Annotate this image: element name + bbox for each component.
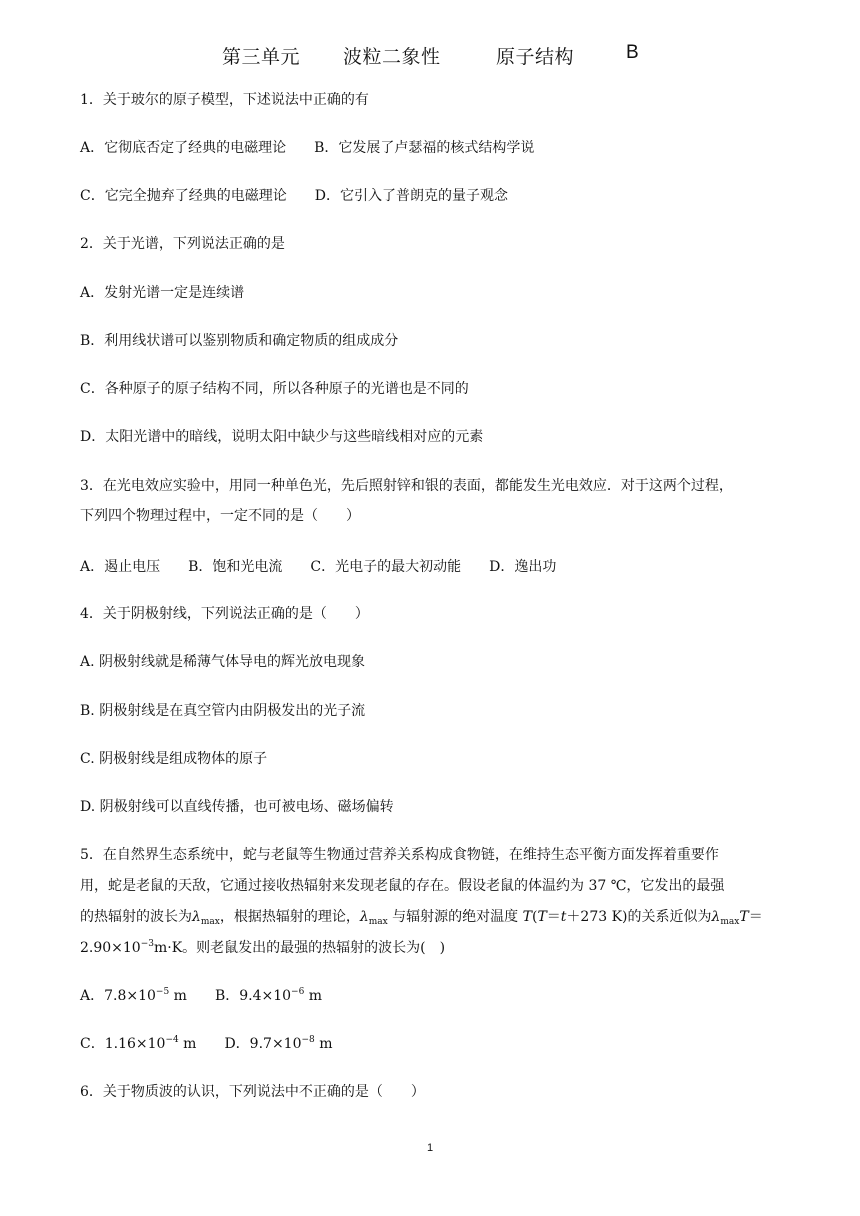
question-5-option-a [80,986,187,1006]
max-subscript: max [720,917,740,927]
q5-text: ＋273 K)的关系近似为 [566,909,712,925]
lambda-symbol: λ [192,909,201,925]
question-5-options-row-1 [80,986,350,1006]
celsius-symbol: t [560,909,567,925]
max-subscript: max [200,917,220,927]
question-3-option-c: C．光电子的最大初动能 [310,559,462,575]
question-1-option-c: C．它完全抛弃了经典的电磁理论 [80,188,287,204]
temperature-symbol: T [522,909,532,925]
temperature-symbol: T [739,909,749,925]
lambda-symbol: λ [711,909,721,925]
question-6-stem: 6．关于物质波的认识，下列说法中不正确的是（ ） [80,1084,425,1100]
option-unit: m [169,988,187,1004]
question-1-options-row-1 [80,138,562,158]
option-unit: m [314,1036,333,1052]
question-4-option-a: A. 阴极射线就是稀薄气体导电的辉光放电现象 [80,654,366,670]
question-1-option-d: D．它引入了普朗克的量子观念 [314,188,508,204]
question-5-line-3 [80,907,763,927]
q5-text: 与辐射源的绝对温度 [387,909,523,925]
option-unit: m [178,1036,197,1052]
exponent: −8 [301,1035,315,1045]
question-2-stem: 2．关于光谱，下列说法正确的是 [80,236,285,252]
question-3-stem-line-1: 3．在光电效应实验中，用同一种单色光，先后照射锌和银的表面，都能发生光电效应．对于这两个过程， [80,478,733,494]
max-subscript: max [368,917,388,927]
question-1-stem: 1．关于玻尔的原子模型，下述说法中正确的有 [80,92,369,108]
question-3-options-row [80,557,584,577]
question-5-option-b [215,986,322,1006]
lambda-symbol: λ [359,909,369,925]
question-4-option-c: C. 阴极射线是组成物体的原子 [80,751,268,767]
q5-text: 2.90×10 [80,940,141,956]
temperature-symbol: T [537,909,547,925]
option-unit: m [304,988,323,1004]
option-value: C．1.16×10 [80,1036,166,1052]
question-5-line-1: 5．在自然界生态系统中，蛇与老鼠等生物通过营养关系构成食物链，在维持生态平衡方面发挥着重要作 [80,847,719,863]
question-3-option-a: A．遏止电压 [80,559,161,575]
question-3-option-b: B．饱和光电流 [188,559,283,575]
exponent: −4 [165,1035,179,1045]
title-topic-1: 波粒二象性 [343,46,441,68]
q5-text: m·K。则老鼠发出的最强的热辐射的波长为( ) [154,940,446,956]
question-2-option-d: D．太阳光谱中的暗线，说明太阳中缺少与这些暗线相对应的元素 [80,429,484,445]
q5-text: ＝ [748,909,763,925]
exponent: −5 [155,987,170,997]
q5-text: ，根据热辐射的理论， [219,909,360,925]
question-1-options-row-2 [80,186,536,206]
question-5-line-4 [80,938,445,958]
question-3-option-d: D．逸出功 [489,559,557,575]
question-5-option-c [80,1034,196,1054]
question-4-option-b: B. 阴极射线是在真空管内由阴极发出的光子流 [80,703,366,719]
q5-text: ＝ [546,909,561,925]
title-topic-2: 原子结构 [496,46,575,68]
option-value: B．9.4×10 [214,988,292,1004]
exponent: −6 [291,987,305,997]
question-5-options-row-2 [80,1034,361,1054]
option-value: D．9.7×10 [224,1036,302,1052]
question-2-option-c: C．各种原子的原子结构不同，所以各种原子的光谱也是不同的 [80,381,469,397]
question-2-option-b: B．利用线状谱可以鉴别物质和确定物质的组成成分 [80,333,399,349]
question-5-option-d [224,1034,332,1054]
page-number: 1 [426,1142,434,1154]
exponent: −3 [140,939,154,949]
option-value: A．7.8×10 [80,988,156,1004]
question-3-stem-line-2: 下列四个物理过程中，一定不同的是（ ） [80,508,360,524]
question-5-line-2: 用，蛇是老鼠的天敌，它通过接收热辐射来发现老鼠的存在。假设老鼠的体温约为 37 ℃，它发出的最强 [80,878,725,894]
title-unit: 第三单元 [222,46,301,68]
q5-text: ( [531,909,538,925]
title-version: B [626,42,640,63]
question-1-option-a: A．它彻底否定了经典的电磁理论 [80,140,287,156]
question-1-option-b: B．它发展了卢瑟福的核式结构学说 [314,140,535,156]
q5-text: 的热辐射的波长为 [80,909,192,925]
question-4-stem: 4．关于阴极射线，下列说法正确的是（ ） [80,606,369,622]
question-4-option-d: D. 阴极射线可以直线传播，也可被电场、磁场偏转 [80,799,394,815]
question-2-option-a: A．发射光谱一定是连续谱 [80,285,245,301]
